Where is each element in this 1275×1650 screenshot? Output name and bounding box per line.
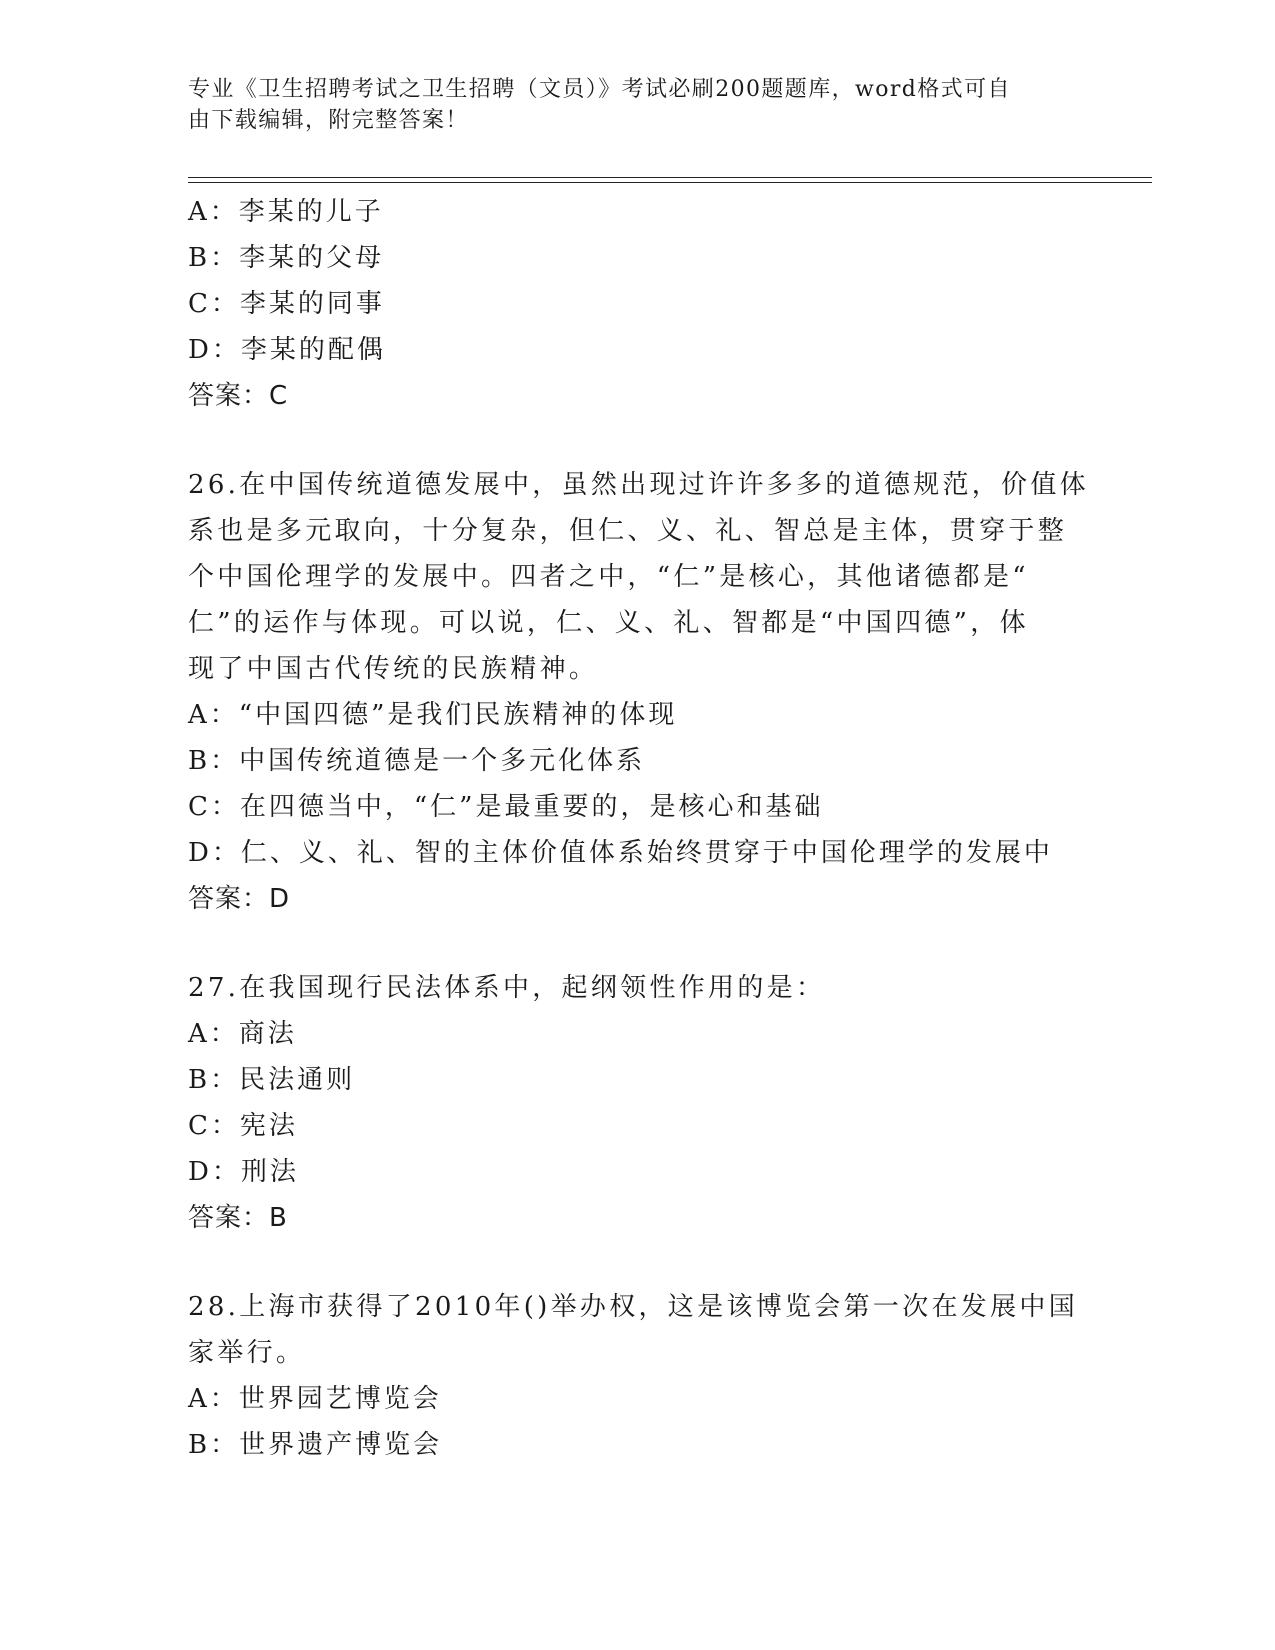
option-b: B：李某的父母	[188, 243, 385, 273]
option-d: D：仁、义、礼、智的主体价值体系始终贯穿于中国伦理学的发展中	[188, 838, 1053, 868]
header-divider-top	[188, 177, 1152, 178]
question-spacer	[188, 922, 1088, 965]
question-stem-line: 现了中国古代传统的民族精神。	[188, 654, 599, 684]
question-28	[188, 1284, 1088, 1468]
question-stem-line: 27.在我国现行民法体系中，起纲领性作用的是：	[188, 973, 826, 1003]
question-25	[188, 189, 1088, 419]
question-spacer	[188, 419, 1088, 462]
option-a: A：世界园艺博览会	[188, 1384, 442, 1414]
header-line-2: 由下载编辑，附完整答案！	[188, 108, 469, 133]
document-header	[188, 74, 1088, 136]
answer-line: 答案：C	[188, 381, 289, 411]
question-stem-line: 家举行。	[188, 1338, 306, 1368]
option-c: C：李某的同事	[188, 289, 385, 319]
header-line-1: 专业《卫生招聘考试之卫生招聘（文员）》考试必刷200题题库，word格式可自	[188, 77, 1011, 102]
option-d: D：李某的配偶	[188, 335, 386, 365]
option-b: B：世界遗产博览会	[188, 1430, 443, 1460]
option-a: A：商法	[188, 1019, 297, 1049]
answer-line: 答案：D	[188, 884, 291, 914]
question-stem-line: 28.上海市获得了2010年()举办权，这是该博览会第一次在发展中国	[188, 1292, 1079, 1322]
question-stem-line: 系也是多元取向，十分复杂，但仁、义、礼、智总是主体，贯穿于整	[188, 516, 1068, 546]
question-list	[188, 189, 1088, 1468]
option-d: D：刑法	[188, 1157, 299, 1187]
question-stem-line: 26.在中国传统道德发展中，虽然出现过许许多多的道德规范，价值体	[188, 470, 1089, 500]
option-b: B：中国传统道德是一个多元化体系	[188, 746, 646, 776]
question-stem-line: 个中国伦理学的发展中。四者之中，“仁”是核心，其他诸德都是“	[188, 562, 1029, 592]
header-divider-bottom	[188, 182, 1152, 183]
option-a: A：“中国四德”是我们民族精神的体现	[188, 700, 678, 730]
option-b: B：民法通则	[188, 1065, 356, 1095]
question-26	[188, 462, 1088, 922]
question-27	[188, 965, 1088, 1241]
question-spacer	[188, 1241, 1088, 1284]
answer-line: 答案：B	[188, 1203, 288, 1233]
question-stem-line: 仁”的运作与体现。可以说，仁、义、礼、智都是“中国四德”，体	[188, 608, 1029, 638]
option-a: A：李某的儿子	[188, 197, 384, 227]
option-c: C：宪法	[188, 1111, 298, 1141]
option-c: C：在四德当中，“仁”是最重要的，是核心和基础	[188, 792, 824, 822]
